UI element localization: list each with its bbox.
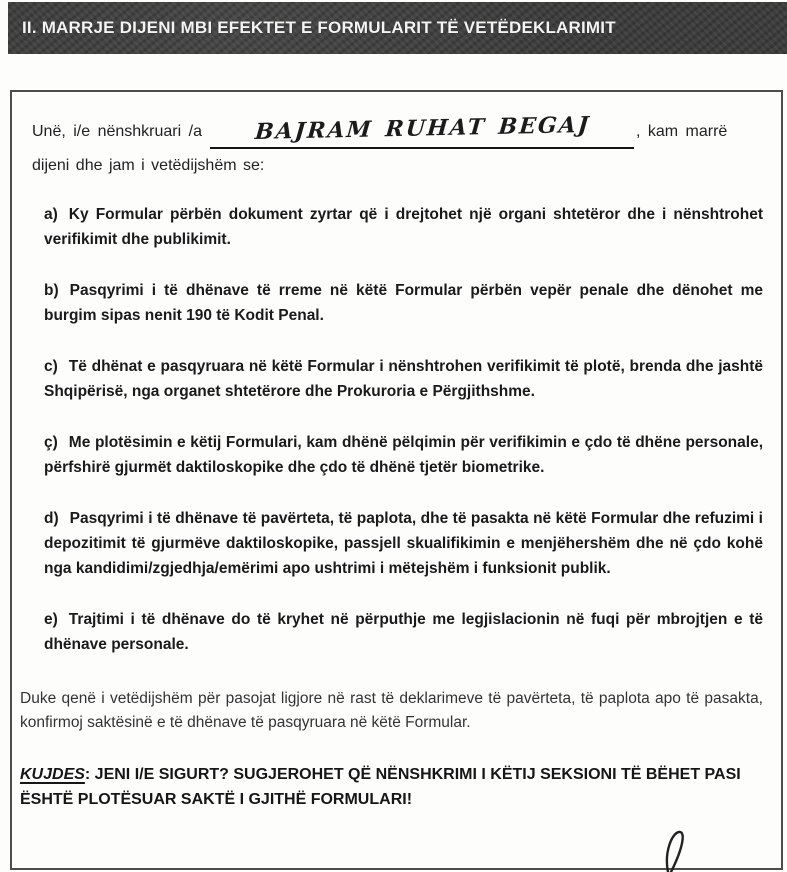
warning-text: : JENI I/E SIGURT? SUGJEROHET QË NËNSHKRIMI I KËTIJ SEKSIONI TË BËHET PASI ËSHTË PLOTËSUAR SAKTË I GJITHË FORMULARI!: [20, 766, 741, 808]
item-d-label: d): [44, 510, 59, 527]
item-a: [44, 202, 763, 252]
intro-line-2: dijeni dhe jam i vetëdijshëm se:: [32, 157, 265, 174]
item-ç-label: ç): [44, 434, 58, 451]
warning-label: KUJDES: [20, 766, 85, 783]
warning-paragraph: [20, 762, 763, 812]
item-ç: [44, 430, 763, 480]
section-header-bar: [8, 2, 787, 54]
item-d-text: Pasqyrimi i të dhënave të pavërteta, të paplota, dhe të pasakta në këtë Formular dhe refuzimi i depozitimit të gjurmëve daktiloskopike, passjell skualifikimin e menjëhershëm dhe në çdo kohë nga kandidimi/zgjedhja/emërimi apo ushtrimi i mëtejshëm i funksionit publik.: [44, 510, 763, 577]
item-ç-text: Me plotësimin e këtij Formulari, kam dhënë pëlqimin për verifikimin e çdo të dhëne personale, përfshirë gjurmët daktiloskopike dhe çdo të dhënë tjetër biometrike.: [44, 434, 763, 476]
signature-field[interactable]: [659, 830, 699, 872]
item-e: [44, 607, 763, 657]
item-a-label: a): [44, 206, 58, 223]
item-d: [44, 506, 763, 581]
item-c-label: c): [44, 358, 58, 375]
intro-suffix: , kam marrë: [635, 123, 728, 140]
confirmation-paragraph: Duke qenë i vetëdijshëm për pasojat ligjore në rast të deklarimeve të pavërteta, të paplota apo të pasakta, konfirmoj saktësinë e të dhënave të pasqyruara në këtë Formular.: [20, 690, 763, 731]
declarant-name-field[interactable]: [210, 111, 634, 149]
acknowledgment-form-box: [10, 90, 783, 870]
section-title: II. MARRJE DIJENI MBI EFEKTET E FORMULARIT TË VETËDEKLARIMIT: [22, 18, 616, 37]
intro-prefix: Unë, i/e nënshkruari /a: [32, 123, 202, 140]
declarant-name-handwritten: BAJRAM RUHAT BEGAJ: [254, 111, 592, 145]
item-e-label: e): [44, 611, 58, 628]
item-e-text: Trajtimi i të dhënave do të kryhet në përputhje me legjislacionin në fuqi për mbrojtjen e të dhënave personale.: [44, 611, 763, 653]
signature-loop-icon: [659, 830, 699, 872]
intro-line-1: [32, 111, 765, 148]
item-c: [44, 354, 763, 404]
item-b-label: b): [44, 282, 59, 299]
item-c-text: Të dhënat e pasqyruara në këtë Formular i nënshtrohen verifikimit të plotë, brenda dhe jashtë Shqipërisë, nga organet shtetërore dhe Prokuroria e Përgjithshme.: [44, 358, 763, 400]
intro-paragraph: [32, 111, 765, 175]
item-b-text: Pasqyrimi i të dhënave të rreme në këtë Formular përbën vepër penale dhe dënohet me burgim sipas nenit 190 të Kodit Penal.: [44, 282, 763, 324]
item-a-text: Ky Formular përbën dokument zyrtar që i drejtohet një organi shtetëror dhe i nënshtrohet verifikimit dhe publikimit.: [44, 206, 763, 248]
item-b: [44, 278, 763, 328]
acknowledgment-items: [20, 202, 765, 657]
